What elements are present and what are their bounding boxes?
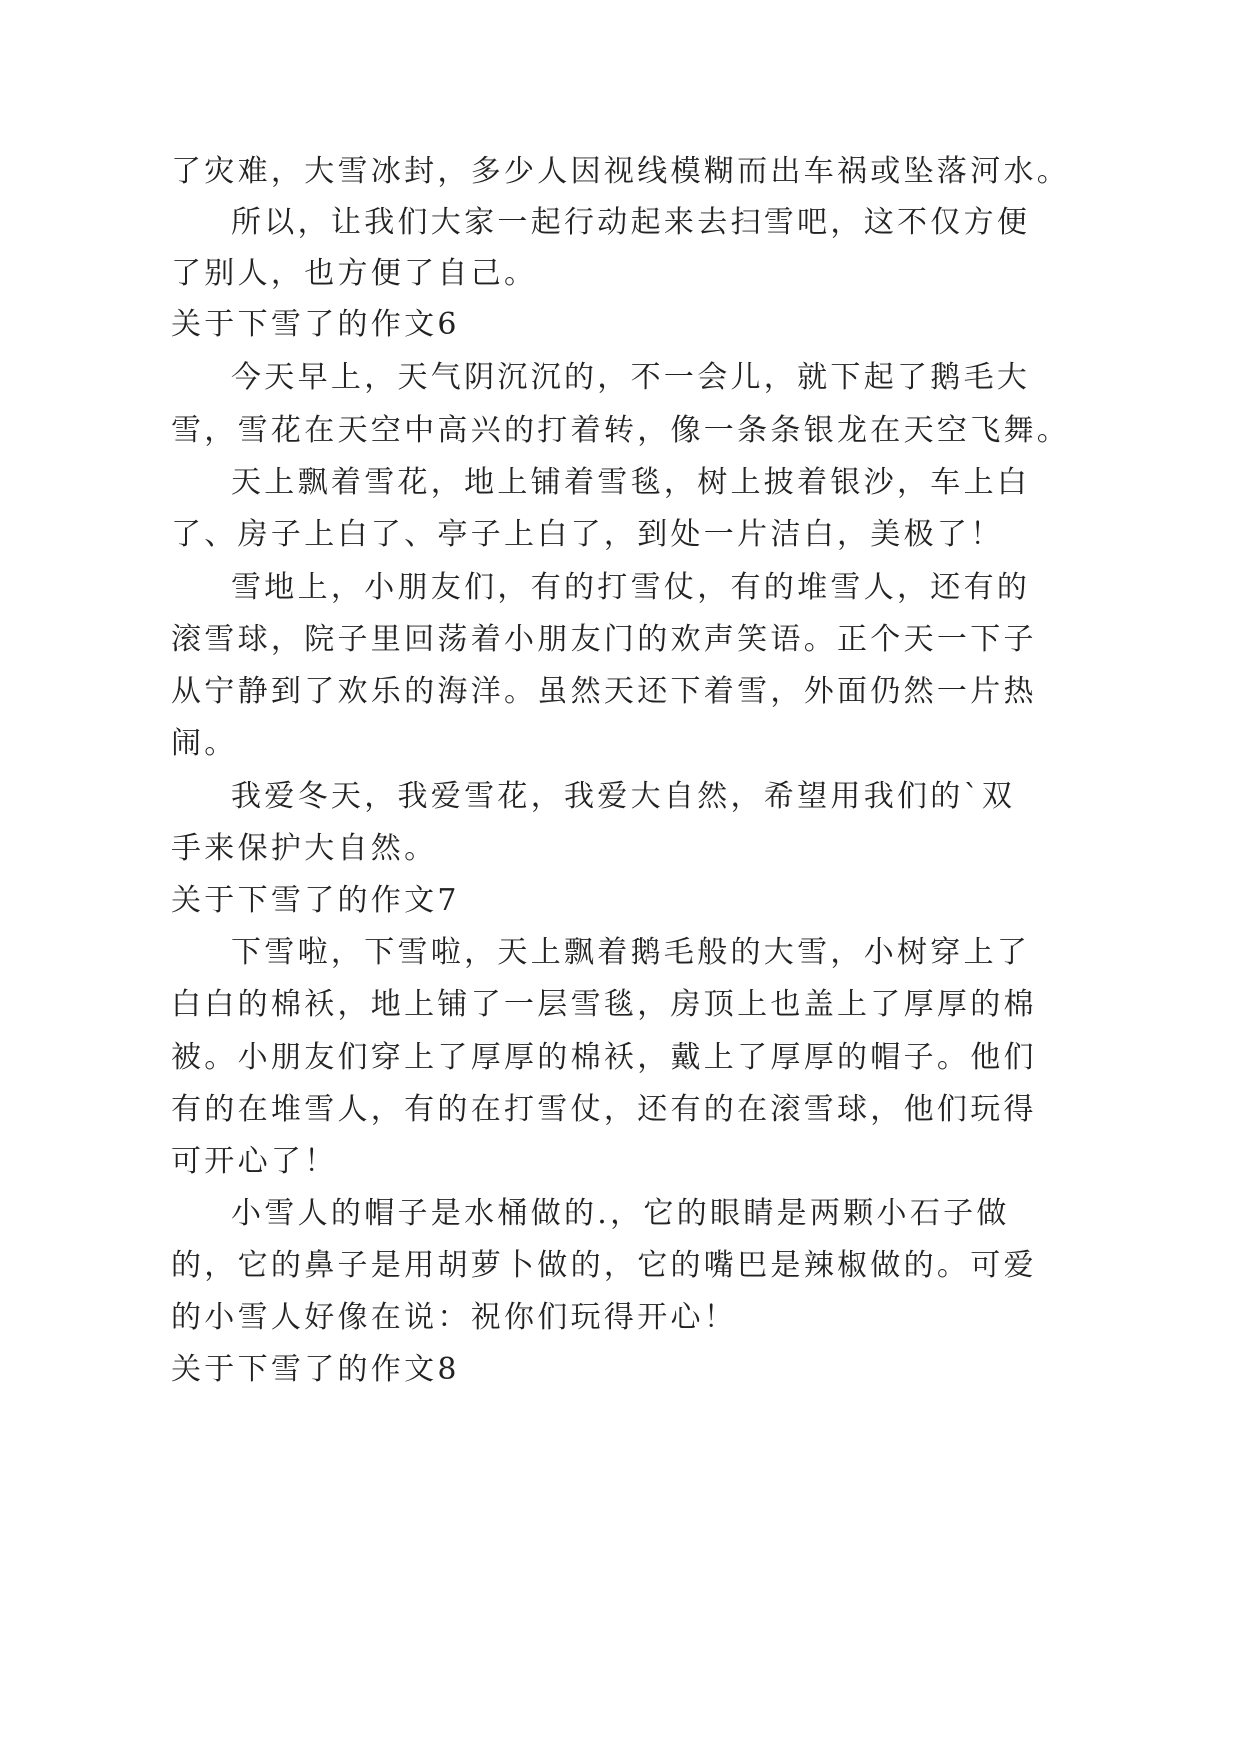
paragraph-line: 下雪啦，下雪啦，天上飘着鹅毛般的大雪，小树穿上了 <box>231 935 1031 970</box>
section-heading: 关于下雪了的作文7 <box>171 883 460 918</box>
paragraph-line: 今天早上，天气阴沉沉的，不一会儿，就下起了鹅毛大 <box>231 360 1031 395</box>
paragraph-line: 被。小朋友们穿上了厚厚的棉袄，戴上了厚厚的帽子。他们 <box>171 1040 1037 1075</box>
paragraph-line: 有的在堆雪人，有的在打雪仗，还有的在滚雪球，他们玩得 <box>171 1092 1037 1127</box>
paragraph-line: 的小雪人好像在说：祝你们玩得开心！ <box>171 1300 738 1335</box>
paragraph-line: 小雪人的帽子是水桶做的.，它的眼睛是两颗小石子做 <box>231 1196 1010 1231</box>
paragraph-line: 所以，让我们大家一起行动起来去扫雪吧，这不仅方便 <box>231 205 1031 240</box>
paragraph-line: 了、房子上白了、亭子上白了，到处一片洁白，美极了！ <box>171 517 1004 552</box>
paragraph-line: 雪，雪花在天空中高兴的打着转，像一条条银龙在天空飞舞。 <box>171 413 1071 448</box>
paragraph-line: 天上飘着雪花，地上铺着雪毯，树上披着银沙，车上白 <box>231 465 1031 500</box>
paragraph-line: 滚雪球，院子里回荡着小朋友门的欢声笑语。正个天一下子 <box>171 622 1037 657</box>
paragraph-line: 可开心了！ <box>171 1144 338 1179</box>
section-heading: 关于下雪了的作文6 <box>171 307 460 342</box>
paragraph-line: 手来保护大自然。 <box>171 831 438 866</box>
paragraph-line: 闹。 <box>171 726 238 761</box>
paragraph-line: 从宁静到了欢乐的海洋。虽然天还下着雪，外面仍然一片热 <box>171 674 1037 709</box>
paragraph-line: 的，它的鼻子是用胡萝卜做的，它的嘴巴是辣椒做的。可爱 <box>171 1248 1037 1283</box>
section-heading: 关于下雪了的作文8 <box>171 1352 460 1387</box>
paragraph-line: 雪地上，小朋友们，有的打雪仗，有的堆雪人，还有的 <box>231 570 1031 605</box>
paragraph-line: 了灾难，大雪冰封，多少人因视线模糊而出车祸或坠落河水。 <box>171 154 1071 189</box>
paragraph-line: 白白的棉袄，地上铺了一层雪毯，房顶上也盖上了厚厚的棉 <box>171 987 1037 1022</box>
paragraph-line: 了别人，也方便了自己。 <box>171 256 538 291</box>
paragraph-line: 我爱冬天，我爱雪花，我爱大自然，希望用我们的`双 <box>231 779 1016 814</box>
